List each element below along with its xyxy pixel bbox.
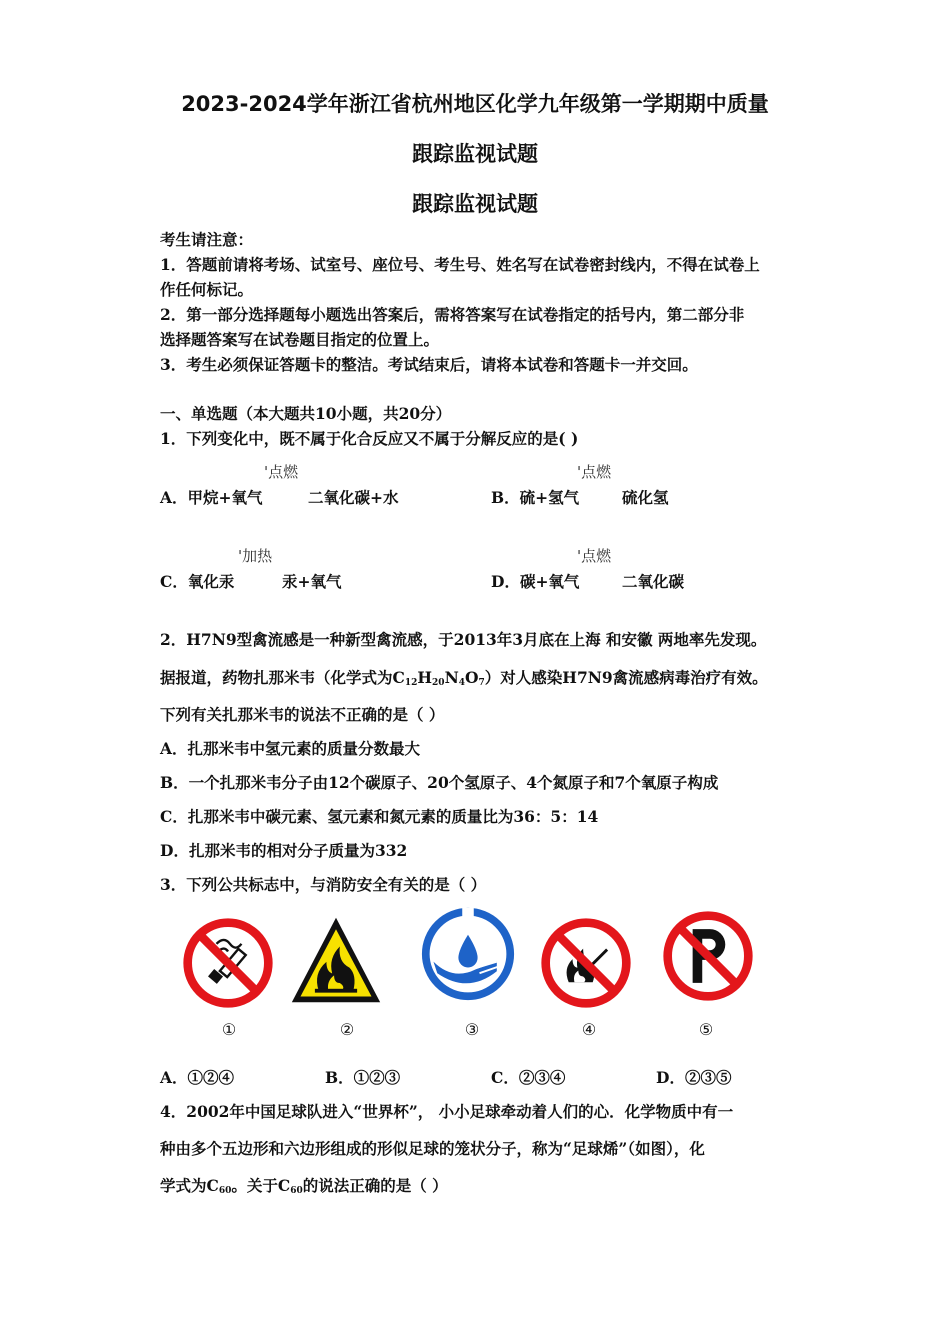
q2-option-d: D．扎那米韦的相对分子质量为332	[160, 841, 408, 860]
flammable-warning-sign-icon	[288, 912, 384, 1008]
notice-item-1-cont: 作任何标记。	[160, 280, 254, 299]
notice-item-2: 2．第一部分选择题每小题选出答案后，需将答案写在试卷指定的括号内，第二部分非	[160, 305, 745, 324]
q4-stem-2: 种由多个五边形和六边形组成的形似足球的笼状分子，称为“足球烯”（如图），化	[160, 1139, 705, 1158]
notice-item-3: 3．考生必须保证答题卡的整洁。考试结束后，请将本试卷和答题卡一并交回。	[160, 355, 698, 374]
q1-stem: 1．下列变化中，既不属于化合反应又不属于分解反应的是( )	[160, 429, 579, 448]
sign-number-4: ④	[581, 1020, 597, 1039]
notice-item-2-cont: 选择题答案写在试卷题目指定的位置上。	[160, 330, 440, 349]
q1-a-condition: '点燃	[264, 463, 299, 481]
q1-option-d: D．碳+氧气	[491, 572, 580, 591]
q4-stem-3: 学式为$C_{60}$。关于$C_{60}$的说法正确的是（ ）	[160, 1176, 448, 1196]
page-title: 2023-2024学年浙江省杭州地区化学九年级第一学期期中质量	[181, 92, 769, 116]
q2-stem-2: 据报道，药物扎那米韦（化学式为$C_{12}H_{20}N_4O_7$）对人感染H7N9禽流感病毒治疗有效。	[160, 668, 768, 688]
section-heading: 一、单选题（本大题共10小题，共20分）	[160, 404, 452, 423]
q3-option-d: D．②③⑤	[656, 1068, 732, 1087]
q3-option-c: C．②③④	[491, 1068, 566, 1087]
q2-option-c: C．扎那米韦中碳元素、氢元素和氮元素的质量比为36：5：14	[160, 807, 599, 826]
q1-option-c: C．氧化汞	[160, 572, 235, 591]
q2-stem-1: 2．H7N9型禽流感是一种新型禽流感，于2013年3月底在上海 和安徽 两地率先发现。	[160, 630, 767, 649]
no-parking-sign-icon	[660, 908, 756, 1004]
q1-option-c-product: 汞+氧气	[282, 572, 342, 591]
sign-number-2: ②	[339, 1020, 355, 1039]
sign-number-5: ⑤	[698, 1020, 714, 1039]
notice-item-1: 1．答题前请将考场、试室号、座位号、考生号、姓名写在试卷密封线内，不得在试卷上	[160, 255, 760, 274]
q1-option-a: A．甲烷+氧气	[160, 488, 263, 507]
q3-option-a: A．①②④	[160, 1068, 235, 1087]
q3-option-b: B．①②③	[325, 1068, 401, 1087]
q4-stem-1: 4．2002年中国足球队进入“世界杯”， 小小足球牵动着人们的心．化学物质中有一	[160, 1102, 734, 1121]
q3-stem: 3．下列公共标志中，与消防安全有关的是（ ）	[160, 875, 487, 894]
water-saving-sign-icon	[420, 906, 516, 1002]
q1-option-b-product: 硫化氢	[622, 488, 669, 507]
q1-c-condition: '加热	[238, 547, 273, 565]
page-subtitle: 跟踪监视试题	[412, 142, 538, 166]
q1-option-a-product: 二氧化碳+水	[308, 488, 399, 507]
notice-heading: 考生请注意：	[160, 230, 254, 249]
q1-b-condition: '点燃	[577, 463, 612, 481]
q2-stem-3: 下列有关扎那米韦的说法不正确的是（ ）	[160, 705, 445, 724]
q1-option-d-product: 二氧化碳	[622, 572, 685, 591]
no-smoking-sign-icon	[180, 915, 276, 1011]
sign-number-3: ③	[464, 1020, 480, 1039]
q2-option-a: A．扎那米韦中氢元素的质量分数最大	[160, 739, 421, 758]
page-subtitle-repeat: 跟踪监视试题	[412, 192, 538, 216]
q1-option-b: B．硫+氢气	[491, 488, 580, 507]
no-open-flame-sign-icon	[538, 915, 634, 1011]
sign-number-1: ①	[221, 1020, 237, 1039]
q1-d-condition: '点燃	[577, 547, 612, 565]
q2-option-b: B．一个扎那米韦分子由12个碳原子、20个氢原子、4个氮原子和7个氧原子构成	[160, 773, 719, 792]
